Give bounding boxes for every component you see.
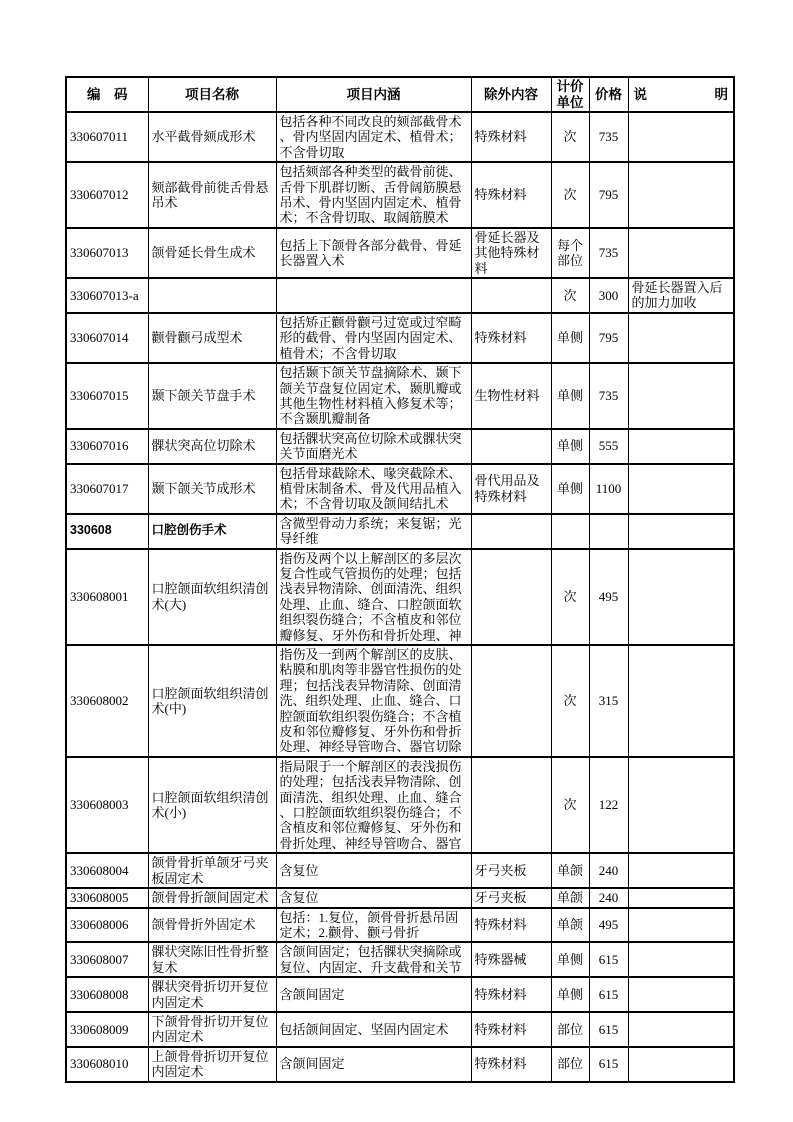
cell-note: [628, 228, 734, 278]
cell-excluded: 特殊材料: [471, 977, 551, 1012]
column-header-unit: 计价单位: [551, 77, 589, 112]
cell-excluded: 特殊材料: [471, 1012, 551, 1047]
table-row: [66, 645, 734, 757]
cell-price: 615: [589, 1012, 628, 1047]
table-row: [66, 549, 734, 645]
cell-excluded: [471, 514, 551, 549]
cell-price: 735: [589, 112, 628, 162]
cell-excluded: 牙弓夹板: [471, 853, 551, 888]
cell-unit: 次: [551, 549, 589, 645]
cell-name: 髁状突高位切除术: [148, 429, 276, 464]
cell-content: 包括颏部各种类型的截骨前徙、舌骨下肌群切断、舌骨阔筋膜悬吊术、骨内坚固内固定术、植骨术；不含骨切取、取阔筋膜术: [276, 162, 471, 228]
cell-note: [628, 908, 734, 943]
cell-excluded: [471, 757, 551, 853]
cell-code: 330607013-a: [66, 278, 148, 313]
cell-excluded: [471, 645, 551, 757]
cell-price: 495: [589, 908, 628, 943]
cell-name: 髁状突陈旧性骨折整复术: [148, 942, 276, 977]
cell-code: 330608001: [66, 549, 148, 645]
cell-content: 包括：1.复位，颌骨骨折悬吊固定术；2.颧骨、颧弓骨折: [276, 908, 471, 943]
table-row: [66, 162, 734, 228]
cell-name: 颌骨延长骨生成术: [148, 228, 276, 278]
cell-name: 颧骨颧弓成型术: [148, 313, 276, 363]
cell-unit: [551, 514, 589, 549]
cell-price: 555: [589, 429, 628, 464]
cell-name: 颞下颌关节成形术: [148, 464, 276, 514]
cell-price: 300: [589, 278, 628, 313]
cell-unit: 次: [551, 162, 589, 228]
cell-note: [628, 112, 734, 162]
cell-name: 上颌骨骨折切开复位内固定术: [148, 1047, 276, 1082]
table-row: [66, 1012, 734, 1047]
cell-note: [628, 645, 734, 757]
cell-content: 含颌间固定: [276, 1047, 471, 1082]
cell-price: 615: [589, 977, 628, 1012]
cell-content: 包括各种不同改良的颏部截骨术、骨内坚固内固定术、植骨术；不含骨切取: [276, 112, 471, 162]
cell-note: [628, 162, 734, 228]
cell-unit: 单侧: [551, 363, 589, 429]
table-row: [66, 942, 734, 977]
cell-price: 615: [589, 1047, 628, 1082]
cell-unit: 次: [551, 757, 589, 853]
cell-excluded: 特殊材料: [471, 313, 551, 363]
cell-content: 包括上下颌骨各部分截骨、骨延长器置入术: [276, 228, 471, 278]
column-header-content: 项目内涵: [276, 77, 471, 112]
cell-content: 含复位: [276, 853, 471, 888]
cell-name: 口腔颌面软组织清创术(大): [148, 549, 276, 645]
table-row: [66, 429, 734, 464]
table-row: [66, 977, 734, 1012]
cell-code: 330608006: [66, 908, 148, 943]
cell-unit: 单颌: [551, 853, 589, 888]
cell-note: [628, 853, 734, 888]
cell-excluded: 特殊材料: [471, 908, 551, 943]
cell-excluded: 生物性材料: [471, 363, 551, 429]
cell-code: 330608010: [66, 1047, 148, 1082]
cell-content: 含微型骨动力系统；来复锯；光导纤维: [276, 514, 471, 549]
cell-code: 330607014: [66, 313, 148, 363]
cell-note: [628, 888, 734, 907]
table-row: [66, 464, 734, 514]
table-row: [66, 112, 734, 162]
table-row: [66, 853, 734, 888]
cell-excluded: [471, 278, 551, 313]
cell-name: 颏部截骨前徙舌骨悬吊术: [148, 162, 276, 228]
cell-excluded: 特殊材料: [471, 162, 551, 228]
cell-content: 包括颞下颌关节盘摘除术、颞下颌关节盘复位固定术、颞肌瓣或其他生物性材料植入修复术等；不含颞肌瓣制备: [276, 363, 471, 429]
table-row: [66, 278, 734, 313]
cell-code: 330607012: [66, 162, 148, 228]
cell-excluded: 特殊材料: [471, 1047, 551, 1082]
table-body: [66, 112, 734, 1082]
cell-excluded: 特殊器械: [471, 942, 551, 977]
header-row: [66, 77, 734, 112]
cell-content: 指局限于一个解剖区的表浅损伤的处理；包括浅表异物清除、创面清洗、组织处理、止血、缝合、口腔颌面软组织裂伤缝合；不含植皮和邻位瓣修复、牙外伤和骨折处理、神经导管吻合、器官: [276, 757, 471, 853]
cell-name: 颌骨骨折外固定术: [148, 908, 276, 943]
cell-price: 495: [589, 549, 628, 645]
cell-content: 含颌间固定: [276, 977, 471, 1012]
table-row: [66, 888, 734, 907]
cell-excluded: 骨代用品及特殊材料: [471, 464, 551, 514]
cell-note: 骨延长器置入后的加力加收: [628, 278, 734, 313]
column-header-code: 编 码: [66, 77, 148, 112]
column-header-excluded: 除外内容: [471, 77, 551, 112]
cell-name: 口腔创伤手术: [148, 514, 276, 549]
column-header-name: 项目名称: [148, 77, 276, 112]
cell-code: 330608: [66, 514, 148, 549]
cell-price: 795: [589, 162, 628, 228]
column-header-price: 价格: [589, 77, 628, 112]
cell-content: 包括髁状突高位切除术或髁状突关节面磨光术: [276, 429, 471, 464]
cell-content: 包括颌间固定、坚固内固定术: [276, 1012, 471, 1047]
cell-code: 330607013: [66, 228, 148, 278]
cell-note: [628, 313, 734, 363]
cell-excluded: 牙弓夹板: [471, 888, 551, 907]
cell-price: 315: [589, 645, 628, 757]
cell-price: 1100: [589, 464, 628, 514]
cell-unit: 单侧: [551, 942, 589, 977]
fee-schedule-table: [65, 76, 735, 1083]
cell-name: [148, 278, 276, 313]
cell-note: [628, 464, 734, 514]
cell-excluded: 骨延长器及其他特殊材料: [471, 228, 551, 278]
cell-price: 615: [589, 942, 628, 977]
table-row: [66, 313, 734, 363]
cell-unit: 部位: [551, 1012, 589, 1047]
cell-note: [628, 514, 734, 549]
column-header-note: 说 明: [628, 77, 734, 112]
cell-price: 735: [589, 363, 628, 429]
cell-code: 330608008: [66, 977, 148, 1012]
cell-excluded: [471, 429, 551, 464]
cell-note: [628, 977, 734, 1012]
cell-name: 颌骨骨折单颌牙弓夹板固定术: [148, 853, 276, 888]
cell-code: 330608002: [66, 645, 148, 757]
section-row: [66, 514, 734, 549]
table-row: [66, 228, 734, 278]
cell-name: 下颌骨骨折切开复位内固定术: [148, 1012, 276, 1047]
cell-note: [628, 757, 734, 853]
cell-note: [628, 1047, 734, 1082]
cell-name: 颞下颌关节盘手术: [148, 363, 276, 429]
cell-content: 包括矫正颧骨颧弓过宽或过窄畸形的截骨、骨内坚固内固定术、植骨术；不含骨切取: [276, 313, 471, 363]
cell-note: [628, 429, 734, 464]
cell-unit: 单颌: [551, 888, 589, 907]
cell-unit: 单侧: [551, 977, 589, 1012]
cell-name: 水平截骨颏成形术: [148, 112, 276, 162]
cell-code: 330608004: [66, 853, 148, 888]
cell-unit: 单侧: [551, 464, 589, 514]
cell-code: 330607015: [66, 363, 148, 429]
cell-code: 330608009: [66, 1012, 148, 1047]
cell-price: 240: [589, 888, 628, 907]
cell-code: 330608007: [66, 942, 148, 977]
cell-excluded: [471, 549, 551, 645]
cell-code: 330607017: [66, 464, 148, 514]
cell-code: 330607016: [66, 429, 148, 464]
cell-unit: 单颌: [551, 908, 589, 943]
cell-name: 口腔颌面软组织清创术(小): [148, 757, 276, 853]
cell-name: 髁状突骨折切开复位内固定术: [148, 977, 276, 1012]
table-row: [66, 1047, 734, 1082]
table-header: [66, 77, 734, 112]
cell-content: 包括骨球截除术、喙突截除术、植骨床制备术、骨及代用品植入术；不含骨切取及颌间结扎术: [276, 464, 471, 514]
cell-content: 含颌间固定；包括髁状突摘除或复位、内固定、升支截骨和关节: [276, 942, 471, 977]
cell-unit: 次: [551, 112, 589, 162]
cell-unit: 部位: [551, 1047, 589, 1082]
cell-excluded: 特殊材料: [471, 112, 551, 162]
cell-code: 330608003: [66, 757, 148, 853]
cell-unit: 单侧: [551, 313, 589, 363]
cell-name: 颌骨骨折颌间固定术: [148, 888, 276, 907]
cell-unit: 单侧: [551, 429, 589, 464]
cell-note: [628, 363, 734, 429]
cell-note: [628, 549, 734, 645]
cell-price: 735: [589, 228, 628, 278]
cell-content: 指伤及一到两个解剖区的皮肤、粘膜和肌肉等非器官性损伤的处理；包括浅表异物清除、创面清洗、组织处理、止血、缝合、口腔颌面软组织裂伤缝合；不含植皮和邻位瓣修复、牙外伤和骨折处理、神经导管吻合、器官切除: [276, 645, 471, 757]
cell-content: 指伤及两个以上解剖区的多层次复合性或气管损伤的处理；包括浅表异物清除、创面清洗、组织处理、止血、缝合、口腔颌面软组织裂伤缝合；不含植皮和邻位瓣修复、牙外伤和骨折处理、神: [276, 549, 471, 645]
cell-code: 330608005: [66, 888, 148, 907]
cell-unit: 每个部位: [551, 228, 589, 278]
cell-price: [589, 514, 628, 549]
cell-price: 122: [589, 757, 628, 853]
cell-code: 330607011: [66, 112, 148, 162]
cell-unit: 次: [551, 645, 589, 757]
cell-note: [628, 1012, 734, 1047]
table-row: [66, 908, 734, 943]
table-row: [66, 363, 734, 429]
table-row: [66, 757, 734, 853]
cell-note: [628, 942, 734, 977]
cell-unit: 次: [551, 278, 589, 313]
cell-name: 口腔颌面软组织清创术(中): [148, 645, 276, 757]
cell-content: [276, 278, 471, 313]
cell-price: 795: [589, 313, 628, 363]
cell-content: 含复位: [276, 888, 471, 907]
cell-price: 240: [589, 853, 628, 888]
